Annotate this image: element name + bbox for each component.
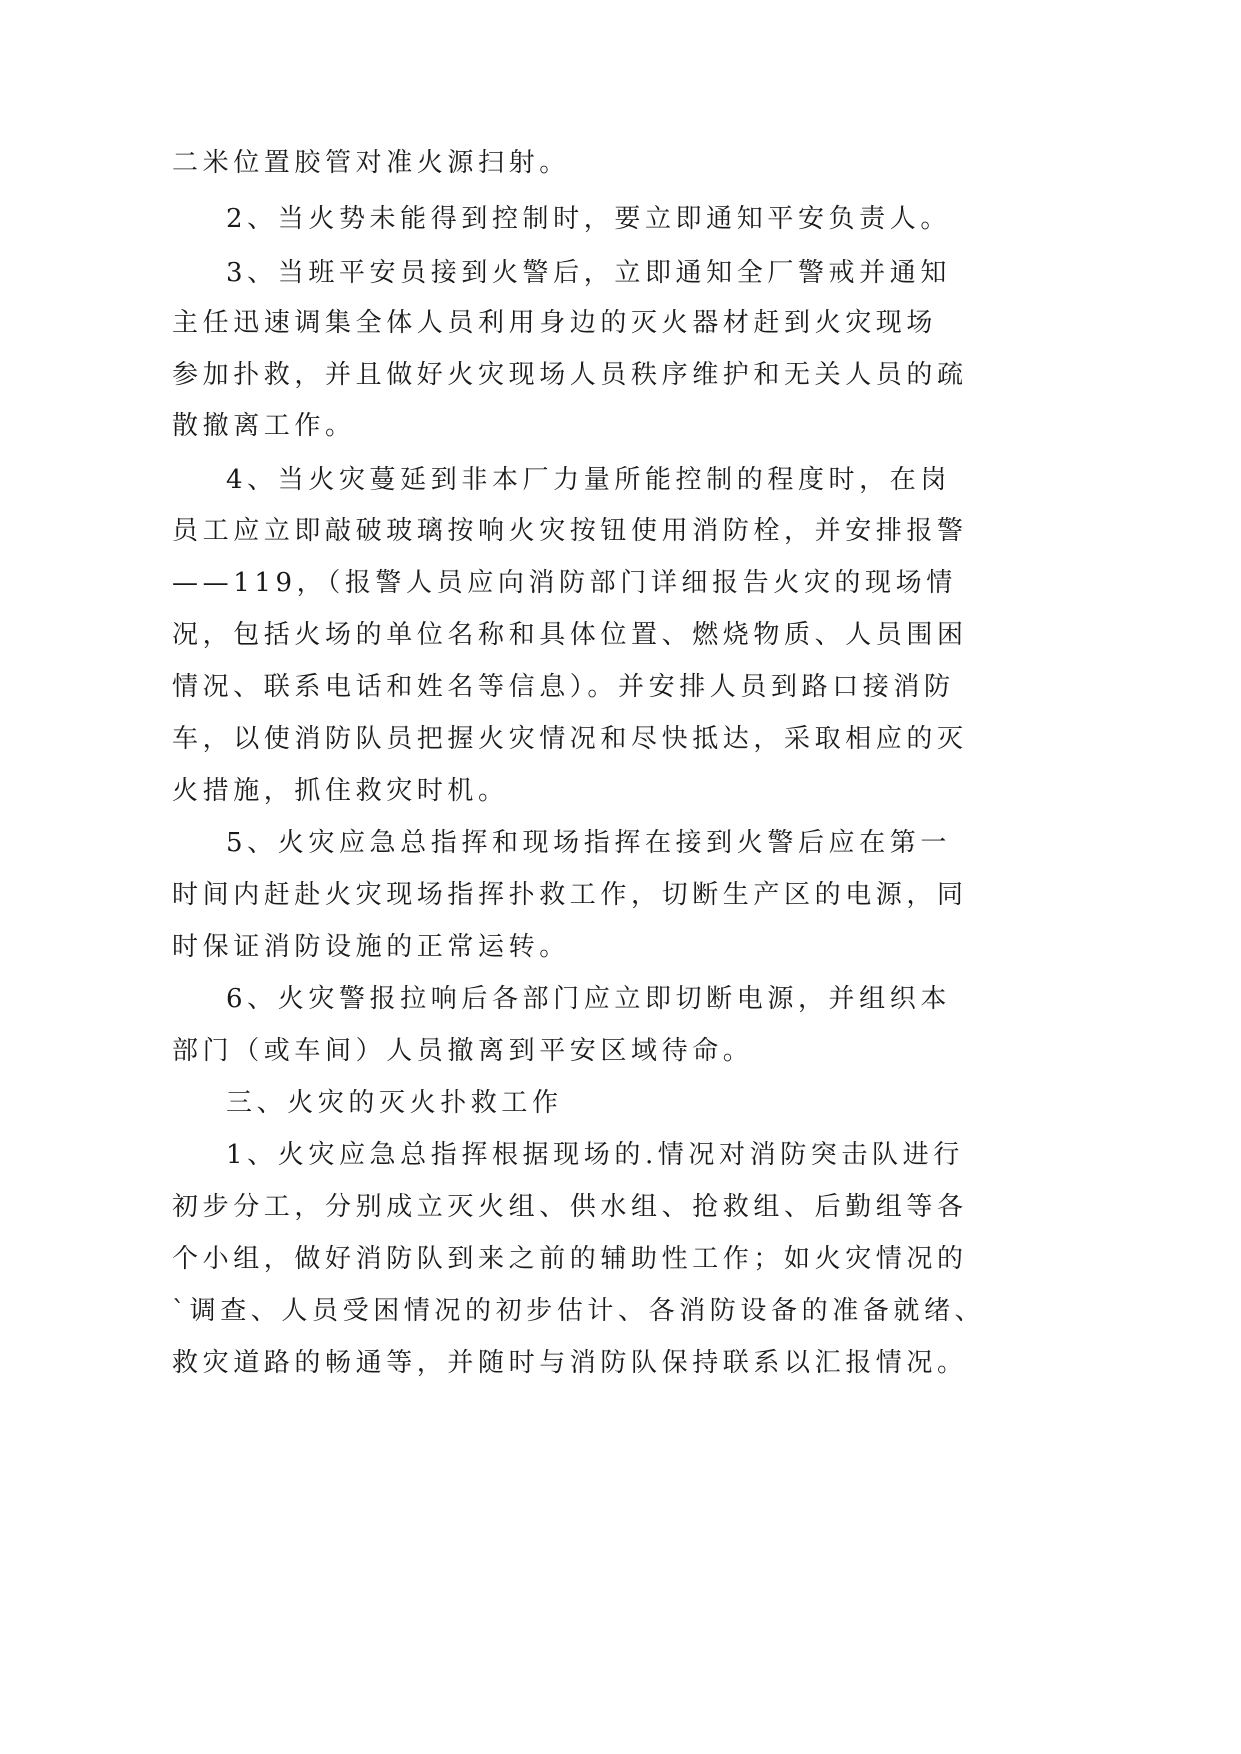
text-line: 时间内赶赴火灾现场指挥扑救工作，切断生产区的电源，同 <box>172 880 968 910</box>
text-line: 主任迅速调集全体人员利用身边的灭火器材赶到火灾现场 <box>172 308 938 338</box>
text-line: 6、火灾警报拉响后各部门应立即切断电源，并组织本 <box>226 984 951 1014</box>
text-line: 4、当火灾蔓延到非本厂力量所能控制的程度时，在岗 <box>226 465 951 495</box>
text-line: 部门（或车间）人员撤离到平安区域待命。 <box>172 1036 754 1066</box>
text-line: 参加扑救，并且做好火灾现场人员秩序维护和无关人员的疏 <box>172 360 968 390</box>
text-line: ——119，（报警人员应向消防部门详细报告火灾的现场情 <box>172 568 957 598</box>
text-line: 员工应立即敲破玻璃按响火灾按钮使用消防栓，并安排报警 <box>172 516 968 546</box>
text-line: 火措施，抓住救灾时机。 <box>172 776 509 806</box>
text-line: 个小组，做好消防队到来之前的辅助性工作；如火灾情况的 <box>172 1244 968 1274</box>
text-line: 3、当班平安员接到火警后，立即通知全厂警戒并通知 <box>226 258 951 288</box>
text-line: 2、当火势未能得到控制时，要立即通知平安负责人。 <box>226 204 951 234</box>
text-line: 情况、联系电话和姓名等信息）。并安排人员到路口接消防 <box>172 672 955 702</box>
text-line: 况，包括火场的单位名称和具体位置、燃烧物质、人员围困 <box>172 620 968 650</box>
section-heading: 三、火灾的灭火扑救工作 <box>226 1088 563 1118</box>
text-line: `调查、人员受困情况的初步估计、各消防设备的准备就绪、 <box>172 1296 986 1326</box>
text-line: 二米位置胶管对准火源扫射。 <box>172 148 570 178</box>
text-line: 散撤离工作。 <box>172 411 356 441</box>
text-line: 1、火灾应急总指挥根据现场的.情况对消防突击队进行 <box>226 1140 964 1170</box>
text-line: 初步分工，分别成立灭火组、供水组、抢救组、后勤组等各 <box>172 1192 968 1222</box>
text-line: 5、火灾应急总指挥和现场指挥在接到火警后应在第一 <box>226 828 951 858</box>
text-line: 救灾道路的畅通等，并随时与消防队保持联系以汇报情况。 <box>172 1348 968 1378</box>
text-line: 时保证消防设施的正常运转。 <box>172 932 570 962</box>
text-line: 车，以使消防队员把握火灾情况和尽快抵达，采取相应的灭 <box>172 724 968 754</box>
